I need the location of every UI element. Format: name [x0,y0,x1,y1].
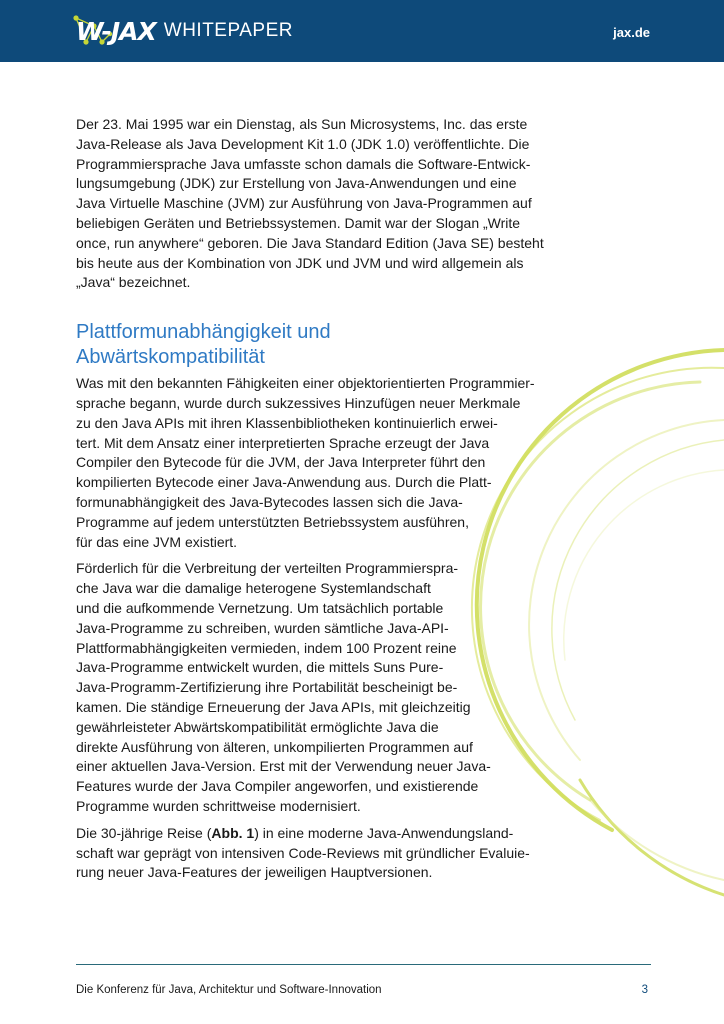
intro-paragraph: Der 23. Mai 1995 war ein Dienstag, als Sun Microsystems, Inc. das erste Java-Release als Java Development Kit 1.0 (JDK 1.0) veröffentlichte. Die Programmiersprache Java umfasste schon damals die Software-Entwick- lungsumgebung (JDK) zur Erstellung von Java-Anwendungen und eine Java Virtuelle Maschine (JVM) zur Ausführung von Java-Programmen auf beliebigen Geräten und Betriebssystemen. Damit war der Slogan „Write once, run anywhere“ geboren. Die Java Standard Edition (Java SE) besteht bis heute aus der Kombination von JDK und JVM und wird allgemein als „Java“ bezeichnet. [76,116,544,291]
article-body [76,115,556,890]
paragraph-4-end: ) in eine moderne Java-Anwendungsland- schaft war geprägt von intensiven Code-Reviews mit gründlicher Evaluie- rung neuer Java-Features der jeweiligen Hauptversionen. [76,824,530,881]
figure-reference[interactable]: Abb. 1 [211,824,255,841]
paragraph-4-start: Die 30-jährige Reise ( [76,824,212,841]
footer-tagline: Die Konferenz für Java, Architektur und Software-Innovation [76,984,382,996]
paragraph-4 [76,824,556,883]
paragraph-2: Was mit den bekannten Fähigkeiten einer objektorientierten Programmier- sprache begann, wurde durch sukzessives Hinzufügen neuer Merkmale zu den Java APIs mit ihren Klassenbibliotheken kontinuierlich erwei- tert. Mit dem Ansatz einer interpretierten Sprache erzeugt der Java Compiler den Bytecode für die JVM, der Java Interpreter führt den kompilierten Bytecode einer Java-Anwendung aus. Durch die Platt- formunabhängigkeit des Java-Bytecodes lassen sich die Java- Programme auf jedem unterstützten Betriebssystem ausführen, für das eine JVM existiert. [76,375,535,550]
logo-subtitle: WHITEPAPER [163,20,293,41]
site-url[interactable]: jax.de [613,25,650,40]
paragraph-3: Förderlich für die Verbreitung der verteilten Programmierspra- che Java war die damalige heterogene Systemlandschaft und die aufkommende Vernetzung. Um tatsächlich portable Java-Programme zu schreiben, wurden sämtliche Java-API- Plattformabhängigkeiten vermieden, indem 100 Prozent reine Java-Programme entwickelt wurden, die mittels Suns Pure- Java-Programm-Zertifizierung ihre Portabilität bescheinigt be- kamen. Die ständige Erneuerung der Java APIs, mit gleichzeitig gewährleisteter Abwärtskompatibilität ermöglichte Java die direkte Ausführung von älteren, unkompilierten Programmen auf einer aktuellen Java-Version. Erst mit der Verwendung neuer Java- Features wurde der Java Compiler angeworfen, und existierende Programme wurden schrittweise modernisiert. [76,560,491,814]
logo-wordmark: W-JAX [76,16,156,46]
footer-divider [76,964,651,965]
page-number: 3 [641,984,648,996]
section-heading: Plattformunabhängigkeit und Abwärtskompatibilität [76,321,331,369]
